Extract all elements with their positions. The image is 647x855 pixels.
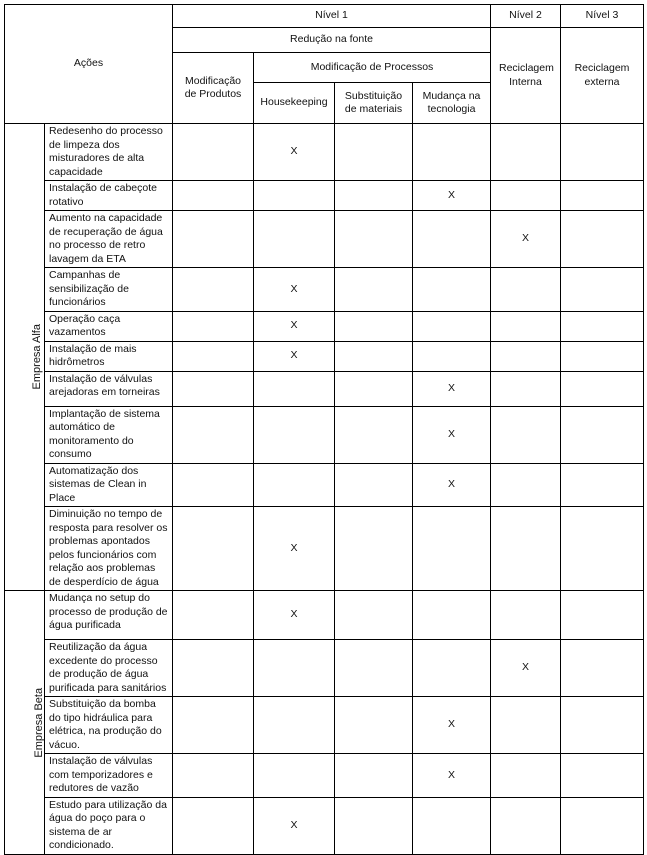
cell-reciclagem-externa: [561, 371, 644, 406]
cell-mudanca: [413, 463, 491, 507]
cell-substituicao: [335, 754, 413, 798]
cell-housekeeping: [254, 124, 335, 181]
cell-reciclagem-externa: [561, 311, 644, 341]
cell-reciclagem-interna: [491, 181, 561, 211]
company-cell: [5, 591, 45, 855]
cell-mudanca: [413, 406, 491, 463]
cell-substituicao: [335, 341, 413, 371]
cell-housekeeping: [254, 754, 335, 798]
table-row: [5, 507, 644, 591]
cell-mod-produtos: [173, 640, 254, 697]
action-cell: Instalação de válvulas com temporizadores e redutores de vazão: [45, 754, 173, 798]
cell-reciclagem-interna: [491, 371, 561, 406]
action-cell: Mudança no setup do processo de produção de água purificada: [45, 591, 173, 640]
table-row: [5, 311, 644, 341]
cell-reciclagem-interna: [491, 754, 561, 798]
cell-reciclagem-interna: [491, 124, 561, 181]
action-cell: Redesenho do processo de limpeza dos misturadores de alta capacidade: [45, 124, 173, 181]
cell-substituicao: [335, 406, 413, 463]
cell-mod-produtos: [173, 754, 254, 798]
action-cell: Automatização dos sistemas de Clean in Place: [45, 463, 173, 507]
company-name: Empresa Beta: [33, 687, 46, 758]
cell-reciclagem-interna: [491, 341, 561, 371]
cell-reciclagem-interna: [491, 591, 561, 640]
cell-mod-produtos: [173, 507, 254, 591]
cell-reciclagem-interna: [491, 463, 561, 507]
cell-housekeeping: [254, 697, 335, 754]
check-mark: X: [290, 145, 298, 158]
cell-housekeeping: [254, 406, 335, 463]
cell-mudanca: [413, 507, 491, 591]
cell-substituicao: [335, 311, 413, 341]
action-cell: Instalação de cabeçote rotativo: [45, 181, 173, 211]
cell-mod-produtos: [173, 268, 254, 312]
cell-housekeeping: [254, 591, 335, 640]
action-cell: Diminuição no tempo de resposta para resolver os problemas apontados pelos funcionários com relação aos problemas de desperdício de água: [45, 507, 173, 591]
cell-mudanca: [413, 211, 491, 268]
cell-reciclagem-externa: [561, 463, 644, 507]
header-reciclagem-externa: Reciclagem externa: [561, 28, 644, 124]
cell-reciclagem-interna: [491, 311, 561, 341]
header-nivel-3: Nível 3: [561, 5, 644, 28]
action-cell: Operação caça vazamentos: [45, 311, 173, 341]
cell-substituicao: [335, 211, 413, 268]
table-row: [5, 371, 644, 406]
action-cell: Implantação de sistema automático de monitoramento do consumo: [45, 406, 173, 463]
check-mark: X: [447, 381, 455, 394]
cell-substituicao: [335, 181, 413, 211]
table-row: [5, 754, 644, 798]
cell-substituicao: [335, 697, 413, 754]
table-row: [5, 463, 644, 507]
cell-reciclagem-externa: [561, 211, 644, 268]
cell-mudanca: [413, 797, 491, 854]
table-row: [5, 124, 644, 181]
cell-reciclagem-externa: [561, 754, 644, 798]
action-cell: Estudo para utilização da água do poço para o sistema de ar condicionado.: [45, 797, 173, 854]
cell-reciclagem-externa: [561, 268, 644, 312]
table-row: [5, 640, 644, 697]
action-cell: Instalação de válvulas arejadoras em torneiras: [45, 371, 173, 406]
cell-mod-produtos: [173, 406, 254, 463]
action-cell: Campanhas de sensibilização de funcionários: [45, 268, 173, 312]
cell-housekeeping: [254, 371, 335, 406]
cell-reciclagem-externa: [561, 697, 644, 754]
check-mark: X: [290, 319, 298, 332]
check-mark: X: [447, 478, 455, 490]
company-name: Empresa Alfa: [30, 324, 43, 390]
action-cell: Instalação de mais hidrômetros: [45, 341, 173, 371]
cell-substituicao: [335, 371, 413, 406]
cell-reciclagem-interna: [491, 797, 561, 854]
cell-housekeeping: [254, 211, 335, 268]
cell-mod-produtos: [173, 697, 254, 754]
table-row: [5, 341, 644, 371]
header-modificacao-produtos: Modificação de Produtos: [173, 53, 254, 124]
check-mark: X: [521, 661, 529, 674]
cell-housekeeping: [254, 311, 335, 341]
header-reducao-na-fonte: Redução na fonte: [173, 28, 491, 53]
cell-reciclagem-interna: [491, 211, 561, 268]
cell-substituicao: [335, 507, 413, 591]
cell-mod-produtos: [173, 211, 254, 268]
cell-mod-produtos: [173, 181, 254, 211]
cell-mod-produtos: [173, 341, 254, 371]
table-row: [5, 181, 644, 211]
check-mark: X: [447, 718, 455, 731]
cell-mudanca: [413, 591, 491, 640]
cell-mod-produtos: [173, 797, 254, 854]
cell-reciclagem-externa: [561, 124, 644, 181]
cell-mudanca: [413, 697, 491, 754]
cell-housekeeping: [254, 181, 335, 211]
cell-reciclagem-interna: [491, 268, 561, 312]
cell-housekeeping: [254, 463, 335, 507]
cell-mudanca: [413, 640, 491, 697]
action-cell: Aumento na capacidade de recuperação de água no processo de retro lavagem da ETA: [45, 211, 173, 268]
header-modificacao-processos: Modificação de Processos: [254, 53, 491, 83]
cell-reciclagem-externa: [561, 640, 644, 697]
cell-reciclagem-interna: [491, 507, 561, 591]
cell-mod-produtos: [173, 463, 254, 507]
cell-mudanca: [413, 371, 491, 406]
action-cell: Reutilização da água excedente do processo de produção de água purificada para sanitários: [45, 640, 173, 697]
cell-mod-produtos: [173, 591, 254, 640]
cell-housekeeping: [254, 341, 335, 371]
header-nivel-2: Nível 2: [491, 5, 561, 28]
cell-mudanca: [413, 754, 491, 798]
check-mark: X: [447, 768, 455, 781]
cell-substituicao: [335, 463, 413, 507]
table-row: [5, 797, 644, 854]
header-nivel-1: Nível 1: [173, 5, 491, 28]
cell-reciclagem-interna: [491, 640, 561, 697]
cell-substituicao: [335, 797, 413, 854]
check-mark: X: [290, 541, 298, 554]
check-mark: X: [290, 282, 298, 295]
check-mark: X: [521, 232, 529, 245]
header-substituicao-materiais: Substituição de materiais: [335, 83, 413, 124]
header-mudanca-tecnologia: Mudança na tecnologia: [413, 83, 491, 124]
cell-mudanca: [413, 124, 491, 181]
table-row: [5, 406, 644, 463]
cell-reciclagem-interna: [491, 406, 561, 463]
cell-reciclagem-externa: [561, 181, 644, 211]
check-mark: X: [290, 818, 298, 831]
check-mark: X: [447, 188, 455, 201]
cell-reciclagem-externa: [561, 797, 644, 854]
cell-mudanca: [413, 181, 491, 211]
table-row: [5, 268, 644, 312]
cell-mudanca: [413, 311, 491, 341]
cell-reciclagem-externa: [561, 591, 644, 640]
cell-mod-produtos: [173, 311, 254, 341]
cell-housekeeping: [254, 797, 335, 854]
cell-substituicao: [335, 124, 413, 181]
cell-reciclagem-externa: [561, 507, 644, 591]
cell-substituicao: [335, 640, 413, 697]
company-cell: [5, 124, 45, 591]
table-row: [5, 697, 644, 754]
action-cell: Substituição da bomba do tipo hidráulica para elétrica, na produção do vácuo.: [45, 697, 173, 754]
cell-substituicao: [335, 591, 413, 640]
table-row: [5, 211, 644, 268]
cell-reciclagem-externa: [561, 341, 644, 371]
cell-mod-produtos: [173, 124, 254, 181]
header-acoes: Ações: [5, 5, 173, 124]
header-housekeeping: Housekeeping: [254, 83, 335, 124]
cell-mod-produtos: [173, 371, 254, 406]
cell-housekeeping: [254, 640, 335, 697]
cell-mudanca: [413, 341, 491, 371]
header-reciclagem-interna: Reciclagem Interna: [491, 28, 561, 124]
check-mark: X: [290, 608, 298, 621]
cell-reciclagem-interna: [491, 697, 561, 754]
actions-classification-table: [4, 4, 644, 855]
check-mark: X: [447, 427, 455, 440]
cell-housekeeping: [254, 507, 335, 591]
cell-housekeeping: [254, 268, 335, 312]
cell-substituicao: [335, 268, 413, 312]
check-mark: X: [290, 349, 298, 362]
table-row: [5, 591, 644, 640]
cell-mudanca: [413, 268, 491, 312]
cell-reciclagem-externa: [561, 406, 644, 463]
